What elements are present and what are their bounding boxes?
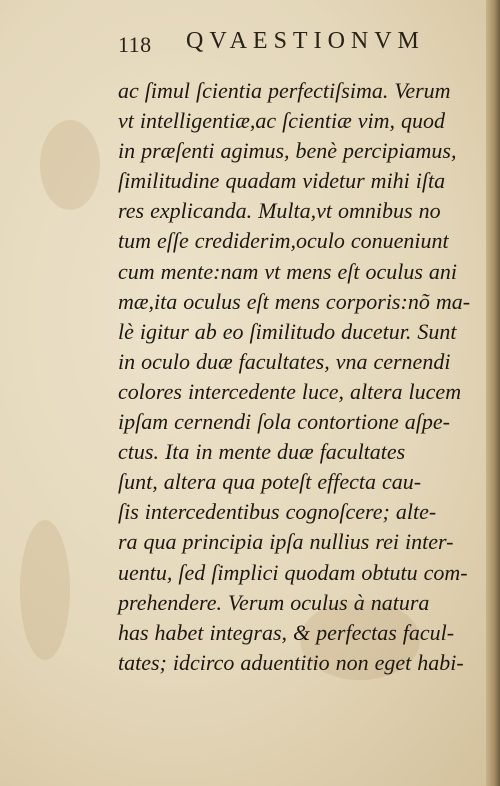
text-line: ſunt, altera qua poteſt effecta cau-: [118, 469, 422, 495]
text-line: tum eſſe crediderim,oculo conueniunt: [118, 228, 449, 254]
page-number: 118: [118, 32, 152, 57]
text-line: ſimilitudine quadam videtur mihi iſta: [118, 168, 446, 194]
text-line: has habet integras, & perfectas facul-: [118, 619, 455, 645]
text-line: uentu, ſed ſimplici quodam obtutu com-: [118, 559, 468, 585]
text-line: in præſenti agimus, benè percipiamus,: [118, 138, 457, 164]
text-line: ra qua principia ipſa nullius rei inter-: [118, 529, 454, 555]
text-line: ſis intercedentibus cognoſcere; alte-: [118, 499, 437, 525]
body-text: [118, 76, 480, 678]
text-line: colores intercedente luce, altera lucem: [118, 378, 462, 404]
text-line: ctus. Ita in mente duæ facultates: [118, 439, 406, 465]
text-line: lè igitur ab eo ſimilitudo ducetur. Sunt: [118, 318, 457, 344]
paper-stain: [20, 520, 70, 660]
text-line: tates; idcirco aduentitio non eget habi-: [118, 649, 464, 675]
book-gutter: [486, 0, 500, 786]
text-line: vt intelligentiæ,ac ſcientiæ vim, quod: [118, 108, 446, 134]
text-line: prehendere. Verum oculus à natura: [118, 589, 430, 615]
running-head: QVAESTIONVM: [186, 28, 425, 54]
text-line: ipſam cernendi ſola contortione aſpe-: [118, 409, 450, 435]
text-line: cum mente:nam vt mens eſt oculus ani: [118, 258, 458, 284]
text-line: mæ,ita oculus eſt mens corporis:nõ ma-: [118, 288, 471, 314]
paper-stain: [40, 120, 100, 210]
text-line: ac ſimul ſcientia perfectiſsima. Verum: [118, 78, 451, 103]
text-line: res explicanda. Multa,vt omnibus no: [118, 198, 441, 224]
text-line: in oculo duæ facultates, vna cernendi: [118, 348, 451, 374]
page-header: [118, 28, 448, 58]
